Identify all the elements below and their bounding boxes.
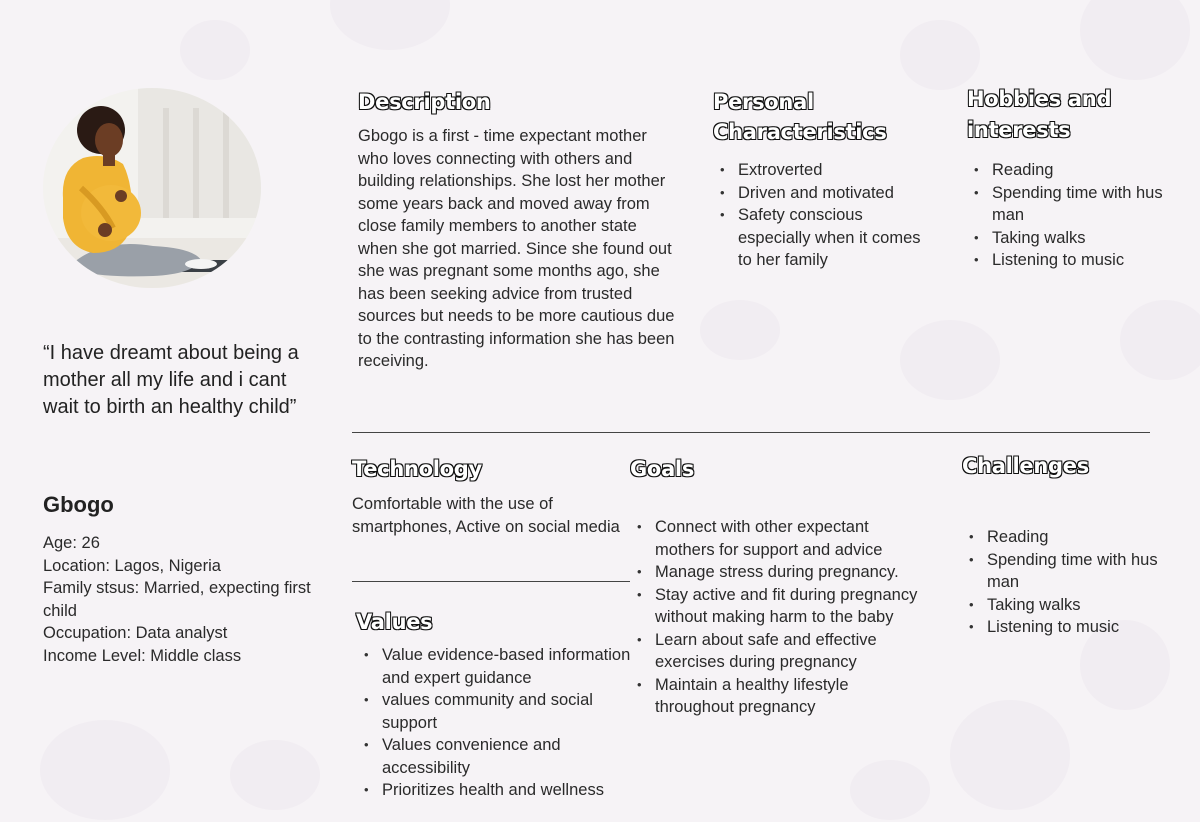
list-item: • Values convenience and accessibility	[361, 734, 641, 779]
description-text: Gbogo is a first - time expectant mother who loves connecting with others and building relationships. She lost her mother some years back and moved away from close family members to another state when she got married. Since she found out she was pregnant some months ago, she has been seeking advice from trusted sources but needs to be more cautious due to the contrasting information she has been receiving.	[358, 127, 675, 370]
list-item: • Driven and motivated	[717, 182, 927, 205]
hobbies-heading-line2: interests	[967, 118, 1071, 142]
list-item: • Reading	[966, 526, 1181, 549]
list-item: • Spending time with hus man	[971, 182, 1186, 227]
personal-heading-line1: Personal	[713, 90, 814, 114]
list-item: • Spending time with hus man	[966, 549, 1181, 594]
list-item: • Value evidence-based information and expert guidance	[361, 644, 641, 689]
persona-name: Gbogo	[43, 492, 114, 517]
list-item: • Listening to music	[966, 616, 1181, 639]
personal-characteristics-list	[717, 159, 927, 272]
list-item: • Manage stress during pregnancy.	[634, 561, 924, 584]
persona-details	[43, 532, 333, 667]
persona-occupation: Occupation: Data analyst	[43, 624, 228, 642]
list-item: • Extroverted	[717, 159, 927, 182]
persona-quote: “I have dreamt about being a mother all my life and i cant wait to birth an healthy child”	[43, 342, 299, 418]
persona-location: Location: Lagos, Nigeria	[43, 556, 221, 575]
challenges-list	[966, 526, 1181, 639]
technology-divider	[352, 581, 630, 582]
list-item: • Taking walks	[966, 594, 1181, 617]
values-list	[361, 644, 641, 802]
list-item: • Maintain a healthy lifestyle throughout pregnancy	[634, 674, 924, 719]
persona-income: Income Level: Middle class	[43, 646, 242, 665]
challenges-heading: Challenges	[962, 454, 1089, 478]
list-item: • values community and social support	[361, 689, 641, 734]
pregnant-woman-illustration	[43, 88, 261, 288]
persona-age: Age: 26	[43, 534, 100, 552]
list-item: • Safety conscious especially when it comes to her family	[717, 204, 927, 272]
persona-family-status: Family stsus: Married, expecting first child	[43, 579, 311, 620]
persona-photo	[43, 88, 261, 288]
goals-list	[634, 516, 924, 719]
list-item: • Stay active and fit during pregnancy without making harm to the baby	[634, 584, 924, 629]
list-item: • Reading	[971, 159, 1186, 182]
description-heading: Description	[358, 90, 491, 114]
list-item: • Taking walks	[971, 227, 1186, 250]
goals-heading: Goals	[630, 457, 695, 481]
list-item: • Connect with other expectant mothers for support and advice	[634, 516, 924, 561]
list-item: • Listening to music	[971, 249, 1186, 272]
hobbies-heading-line1: Hobbies and	[967, 87, 1112, 111]
technology-heading: Technology	[352, 457, 482, 481]
section-divider	[352, 432, 1150, 433]
list-item: • Prioritizes health and wellness	[361, 779, 641, 802]
list-item: • Learn about safe and effective exercises during pregnancy	[634, 629, 924, 674]
values-heading: Values	[356, 610, 433, 634]
technology-text: Comfortable with the use of smartphones, Active on social media	[352, 495, 620, 536]
personal-heading-line2: Characteristics	[713, 120, 887, 144]
hobbies-list	[971, 159, 1186, 272]
